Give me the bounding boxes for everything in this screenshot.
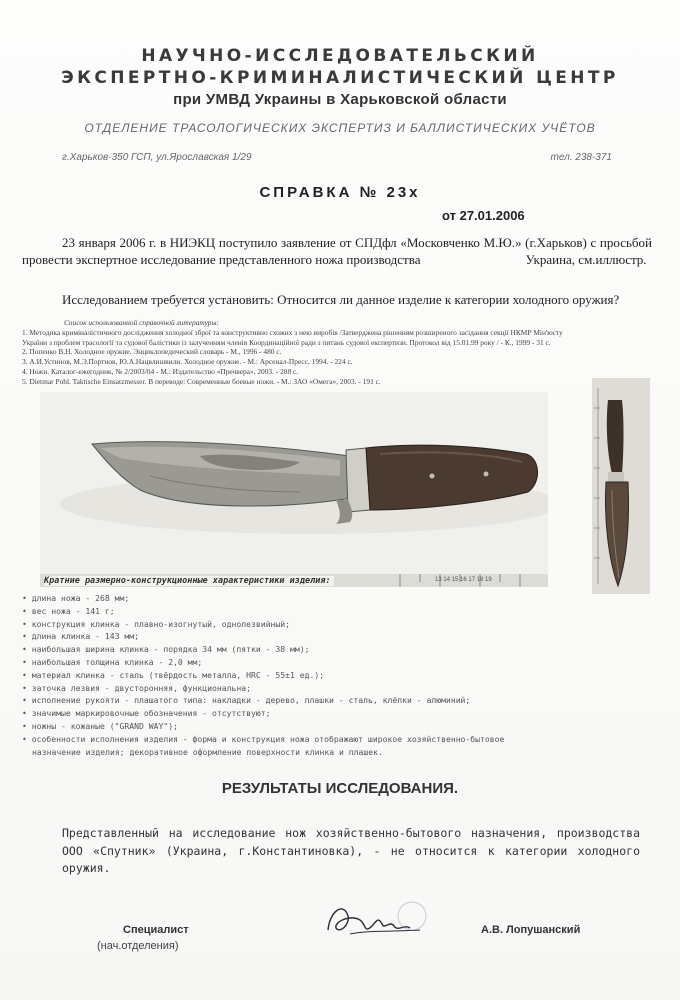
figure-caption: Кратние размерно-конструкционные характеристики изделия: xyxy=(44,576,334,586)
bibliography-item: 3. А.И.Устинов, М.Э.Портнов, Ю.А.Нацвлишвили. Холодное оружие. - М.: Арсенал-Пресс, 1994. - 224 с. xyxy=(22,357,353,367)
bibliography-item: 4. Ножи. Каталог-ежегодник, № 2/2003/04 - М.: Издательство «Пречвера», 2003. - 288 с. xyxy=(22,366,299,376)
document-title: СПРАВКА № 23х xyxy=(259,184,421,201)
spec-item: • ножны - кожаные ("GRAND WAY"); xyxy=(22,720,178,731)
intro-text-b: Украина, см.иллюстр. xyxy=(525,252,647,267)
header-line-2: ЭКСПЕРТНО-КРИМИНАЛИСТИЧЕСКИЙ ЦЕНТР xyxy=(61,68,619,88)
intro-text-a: 23 января 2006 г. в НИЭКЦ поступило заявление от СПДфл «Московченко М.Ю.» (г.Харьков) с просьбой провести экспертное исследование представленного ножа производства xyxy=(22,235,652,267)
address: г.Харьков-350 ГСП, ул.Ярославская 1/29 xyxy=(62,152,252,163)
spec-item: • заточка лезвия - двусторонняя, функциональна; xyxy=(22,682,252,693)
spec-item: • материал клинка - сталь (твёрдость металла, HRC - 55±1 ед.); xyxy=(22,669,325,680)
document-date: от 27.01.2006 xyxy=(442,208,525,223)
header-line-1: НАУЧНО-ИССЛЕДОВАТЕЛЬСКИЙ xyxy=(141,46,539,66)
department-name: ОТДЕЛЕНИЕ ТРАСОЛОГИЧЕСКИХ ЭКСПЕРТИЗ И БАЛЛИСТИЧЕСКИХ УЧЁТОВ xyxy=(84,121,596,135)
header-line-3: при УМВД Украины в Харьковской области xyxy=(173,91,507,108)
spec-item: • значимые маркировочные обозначения - отсутствуют; xyxy=(22,708,271,719)
bibliography-item: 5. Dietmar Pohl. Taktische Einsatzmesser. В переводе: Современные боевые ножи. - М.: ЗАО «Омега», 2003. - 191 с. xyxy=(22,376,381,386)
specs-list xyxy=(22,592,652,758)
spec-item: • длина клинка - 143 мм; xyxy=(22,631,139,642)
spec-item: • особенности исполнения изделия - форма и конструкция ножа отображают широкое хозяйственно-бытовое xyxy=(22,733,505,744)
spec-item: • длина ножа - 268 мм; xyxy=(22,593,130,603)
bibliography-item: 1. Методика криміналістичного дослідження холодної зброї та конструктивно схожих з нею виробів /Затверджена рішенням розширеного засідання секції НКМР Мін'юсту xyxy=(22,327,563,337)
spec-item: • наибольшая толщина клинка - 2,0 мм; xyxy=(22,656,203,667)
ruler-marks: 13 14 15 16 17 18 19 xyxy=(435,577,492,583)
spec-item: • наибольшая ширина клинка - порядка 34 мм (пятки - 38 мм); xyxy=(22,644,310,655)
spec-item: • исполнение рукояти - плашатого типа: накладки - дерево, плашки - сталь, клёпки - алюминий; xyxy=(22,695,471,706)
conclusion-paragraph: Представленный на исследование нож хозяйственно-бытового назначения, производства ООО «Спутник» (Украина, г.Константиновка), - не относится к категории холодного оружия. xyxy=(62,826,640,875)
sheath-photo xyxy=(592,378,650,594)
bibliography-item: 2. Попенко В.Н. Холодное оружие. Энциклопедический словарь - М., 1996 - 480 с. xyxy=(22,347,282,357)
signature-image xyxy=(320,890,430,950)
signer-role: Специалист xyxy=(123,924,189,936)
spec-item: • конструкция клинка - плавно-изогнутый, однолезвийный; xyxy=(22,618,291,629)
research-question: Исследованием требуется установить: Относится ли данное изделие к категории холодного оружия? xyxy=(62,292,620,307)
phone: тел. 238-371 xyxy=(550,152,612,163)
bibliography-heading: Список использованной справочной литературы: xyxy=(64,318,219,327)
spec-item-continuation: назначение изделия; декоративное оформление поверхности клинка и плашек. xyxy=(32,746,383,757)
spec-item: • вес ножа - 141 г; xyxy=(22,605,115,616)
bibliography xyxy=(22,318,652,387)
knife-photo xyxy=(40,392,548,587)
intro-paragraph xyxy=(22,234,652,268)
bibliography-item: України з проблем трасології та судової балістики із залученням членів Координаційної ради з питань судової експертизи. Протокол від 15.01.99 року / - К., 1999 - 31 с. xyxy=(22,337,551,347)
signer-name: А.В. Лопушанский xyxy=(481,924,581,936)
results-heading: РЕЗУЛЬТАТЫ ИССЛЕДОВАНИЯ. xyxy=(221,780,459,797)
signer-role-sub: (нач.отделения) xyxy=(97,940,179,952)
